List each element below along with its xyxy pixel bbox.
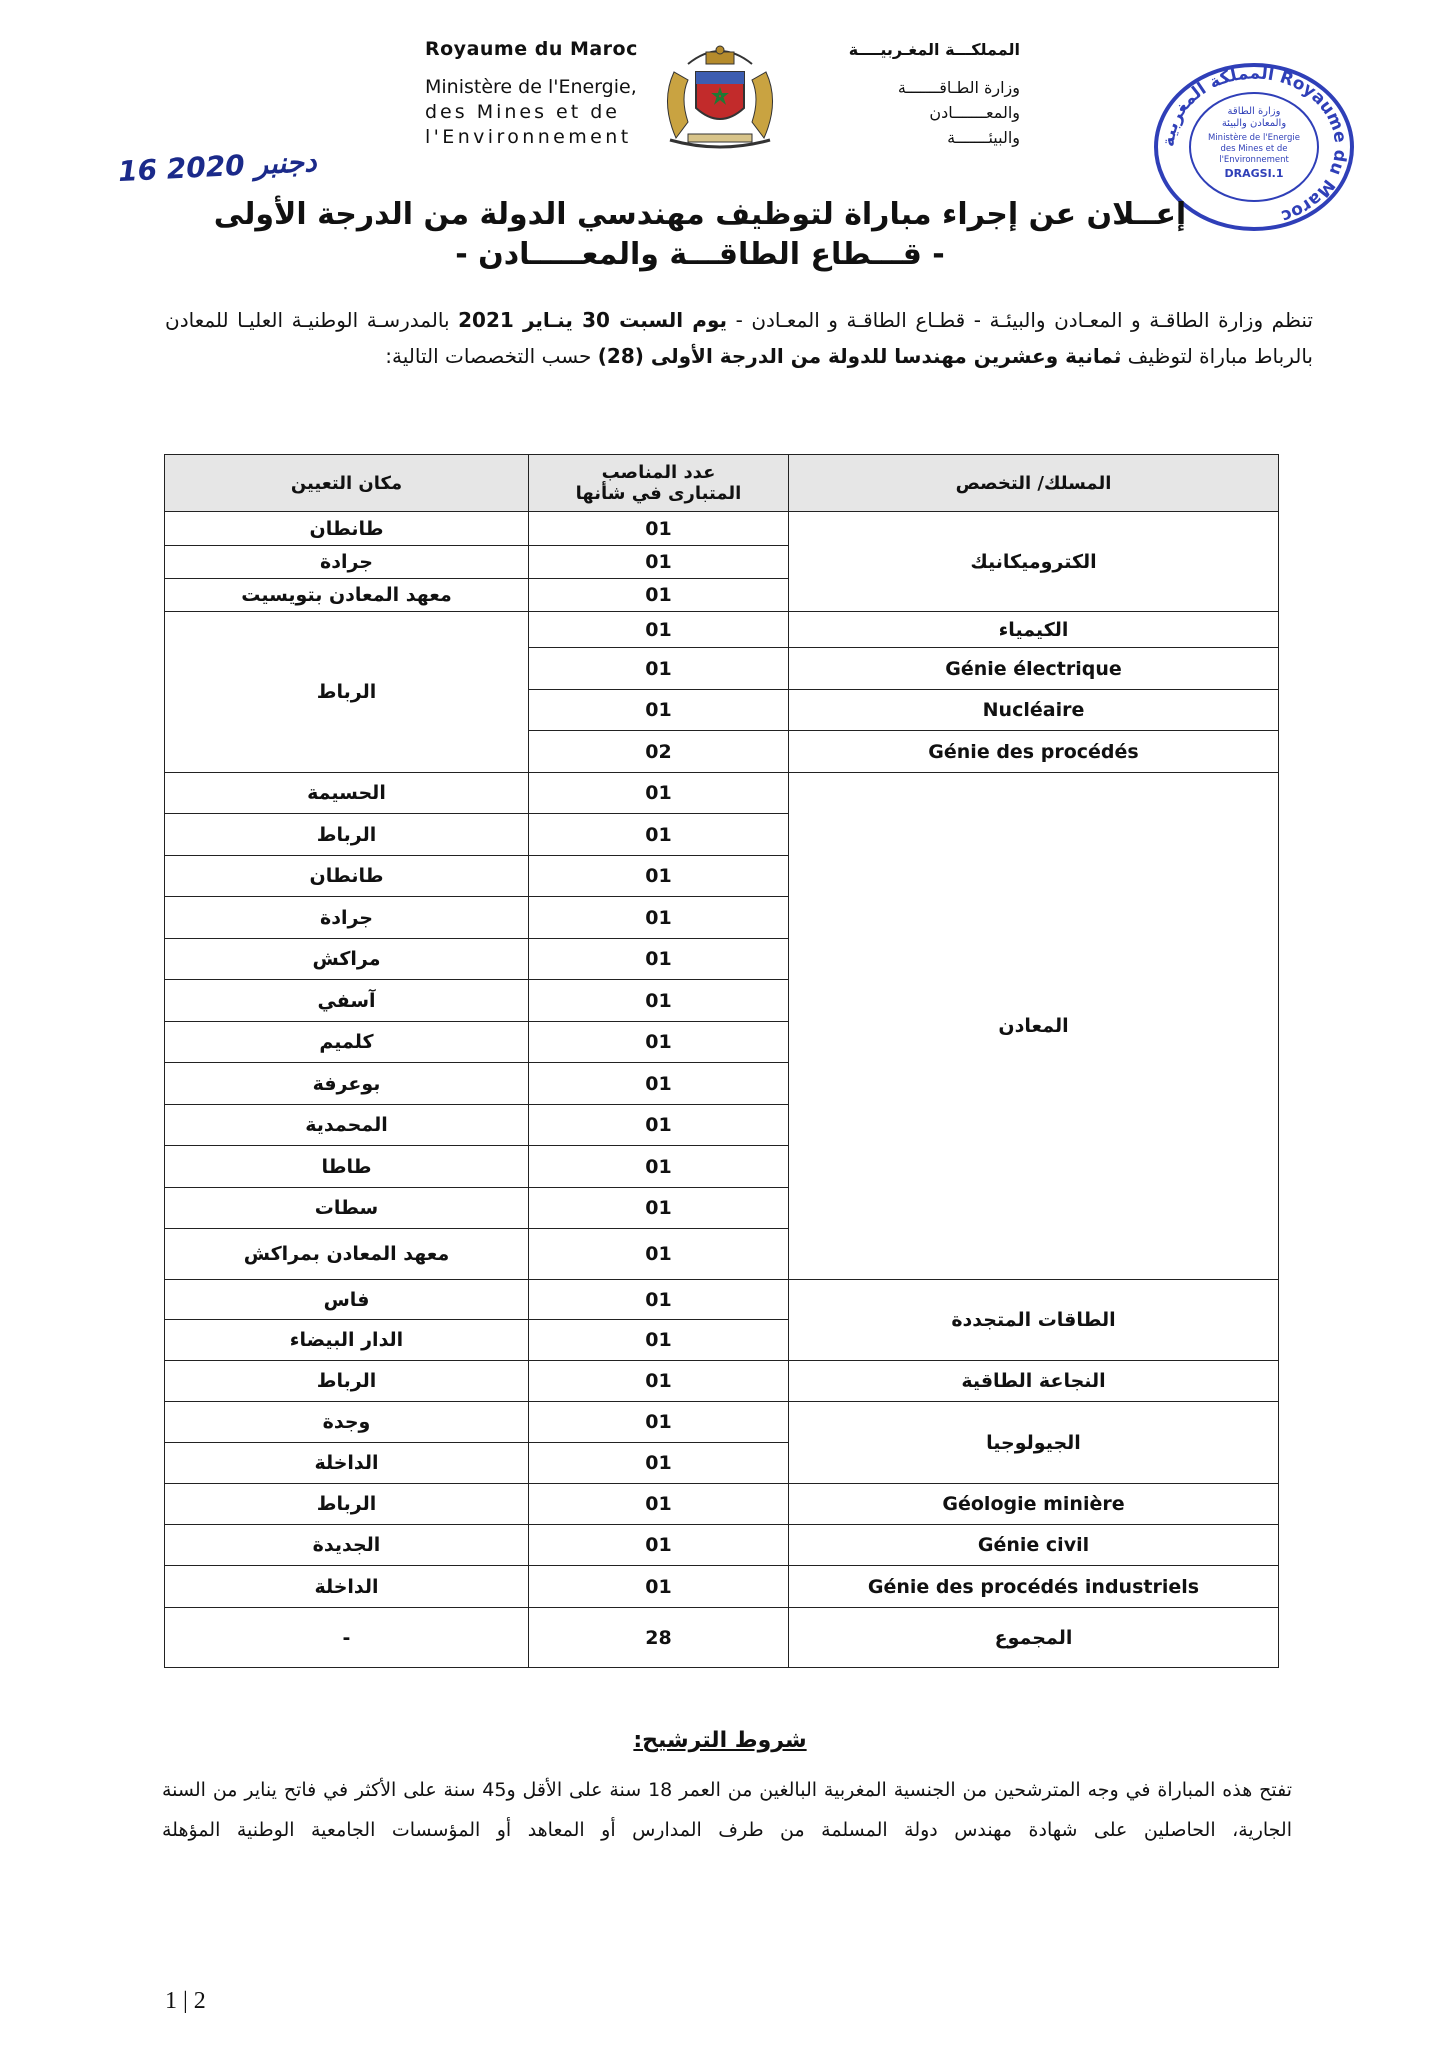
- total-label-cell: المجموع: [789, 1608, 1279, 1668]
- specialty-cell: المعادن: [789, 773, 1279, 1280]
- table-row: [165, 1566, 1279, 1608]
- table-row: [165, 1402, 1279, 1443]
- table-row: [165, 1280, 1279, 1320]
- place-cell: معهد المعادن بمراكش: [165, 1229, 529, 1280]
- header-ar-line2: والمعـــــــادن: [929, 103, 1020, 122]
- place-cell: طانطان: [165, 512, 529, 546]
- count-cell: 01: [529, 1146, 789, 1188]
- stamp-inner-line5: l'Environnement: [1219, 155, 1289, 165]
- count-cell: 01: [529, 512, 789, 546]
- count-cell: 01: [529, 1229, 789, 1280]
- count-cell: 02: [529, 731, 789, 773]
- total-count-cell: 28: [529, 1608, 789, 1668]
- count-cell: 01: [529, 1484, 789, 1525]
- specialty-cell: Géologie minière: [789, 1484, 1279, 1525]
- specialty-cell: Génie des procédés: [789, 731, 1279, 773]
- place-cell: فاس: [165, 1280, 529, 1320]
- place-cell: الرباط: [165, 1484, 529, 1525]
- header-count-line1: عدد المناصب: [601, 462, 716, 483]
- handwritten-date: 16 دجنبر 2020: [117, 144, 318, 189]
- specialty-cell: Nucléaire: [789, 690, 1279, 731]
- header-place: مكان التعيين: [165, 455, 529, 512]
- intro-part1: تنظم وزارة الطاقـة و المعـادن والبيئـة - قطـاع الطاقـة و المعـادن -: [727, 308, 1313, 332]
- intro-date: يوم السبت 30 ينـاير 2021: [458, 308, 728, 332]
- header-fr-line2: des Mines et de: [425, 101, 620, 123]
- count-cell: 01: [529, 773, 789, 814]
- intro-part3: حسب التخصصات التالية:: [385, 344, 598, 368]
- specialty-cell: النجاعة الطاقية: [789, 1361, 1279, 1402]
- count-cell: 01: [529, 1280, 789, 1320]
- count-cell: 01: [529, 648, 789, 690]
- count-cell: 01: [529, 1320, 789, 1361]
- stamp-inner-line2: والمعادن والبيئة: [1221, 118, 1287, 129]
- royal-emblem-icon: [658, 42, 782, 156]
- count-cell: 01: [529, 980, 789, 1022]
- table-row: [165, 612, 1279, 648]
- document-title: [200, 195, 1200, 275]
- count-cell: 01: [529, 1105, 789, 1146]
- place-cell: مراكش: [165, 939, 529, 980]
- count-cell: 01: [529, 897, 789, 939]
- total-place-cell: -: [165, 1608, 529, 1668]
- count-cell: 01: [529, 546, 789, 579]
- place-cell: الحسيمة: [165, 773, 529, 814]
- place-cell: الداخلة: [165, 1443, 529, 1484]
- place-cell: سطات: [165, 1188, 529, 1229]
- title-line2: - قـــطاع الطاقـــة والمعـــــادن -: [455, 237, 945, 272]
- place-cell: معهد المعادن بتويسيت: [165, 579, 529, 612]
- count-cell: 01: [529, 814, 789, 856]
- count-cell: 01: [529, 1443, 789, 1484]
- count-cell: 01: [529, 856, 789, 897]
- table-header-row: [165, 455, 1279, 512]
- intro-count: ثمانية وعشرين مهندسا للدولة من الدرجة الأولى (28): [597, 344, 1122, 368]
- count-cell: 01: [529, 1022, 789, 1063]
- header-fr-line3: l'Environnement: [425, 126, 632, 148]
- count-cell: 01: [529, 939, 789, 980]
- stamp-inner-line6: DRAGSI.1: [1224, 167, 1284, 180]
- place-cell: وجدة: [165, 1402, 529, 1443]
- intro-paragraph: [165, 302, 1313, 374]
- count-cell: 01: [529, 1361, 789, 1402]
- count-cell: 01: [529, 1566, 789, 1608]
- place-cell: جرادة: [165, 897, 529, 939]
- count-cell: 01: [529, 612, 789, 648]
- specialty-cell: Génie des procédés industriels: [789, 1566, 1279, 1608]
- header-fr-title: Royaume du Maroc: [425, 38, 638, 60]
- conditions-title: شروط الترشيح:: [633, 1728, 807, 1753]
- table-row: [165, 1525, 1279, 1566]
- count-cell: 01: [529, 1063, 789, 1105]
- title-line1: إعــلان عن إجراء مباراة لتوظيف مهندسي الدولة من الدرجة الأولى: [213, 197, 1187, 232]
- count-cell: 01: [529, 1188, 789, 1229]
- specialty-cell: الجيولوجيا: [789, 1402, 1279, 1484]
- stamp-inner-line4: des Mines et de: [1220, 144, 1288, 154]
- place-cell: الجديدة: [165, 1525, 529, 1566]
- stamp-ring-text: المملكة المغربية Royaume du Maroc: [1158, 63, 1351, 227]
- place-cell: آسفي: [165, 980, 529, 1022]
- intro-part2: بالمدرسـة الوطنيـة العليـا للمعادن بالرباط مباراة لتوظيف: [165, 308, 1313, 368]
- specialty-cell: Génie électrique: [789, 648, 1279, 690]
- header-specialty: المسلك/ التخصص: [789, 455, 1279, 512]
- place-cell: الرباط: [165, 1361, 529, 1402]
- place-cell: طاطا: [165, 1146, 529, 1188]
- count-cell: 01: [529, 690, 789, 731]
- header-count-line2: المتبارى في شأنها: [575, 483, 742, 504]
- place-cell: المحمدية: [165, 1105, 529, 1146]
- header-ar-title: المملكـــة المغـربيــــة: [848, 40, 1020, 59]
- stamp-inner-line1: وزارة الطاقة: [1227, 106, 1281, 117]
- header-count: [529, 455, 789, 512]
- table-row: [165, 1484, 1279, 1525]
- header-ar-line1: وزارة الطـاقـــــــة: [897, 78, 1020, 97]
- table-row: [165, 512, 1279, 546]
- count-cell: 01: [529, 1402, 789, 1443]
- header-ar-line3: والبيئـــــــة: [947, 128, 1020, 147]
- specialty-cell: Génie civil: [789, 1525, 1279, 1566]
- stamp-inner-line3: Ministère de l'Energie: [1207, 133, 1301, 143]
- place-cell: الرباط: [165, 612, 529, 773]
- specialty-cell: الطاقات المتجددة: [789, 1280, 1279, 1361]
- place-cell: بوعرفة: [165, 1063, 529, 1105]
- header-fr-line1: Ministère de l'Energie,: [425, 76, 637, 98]
- count-cell: 01: [529, 579, 789, 612]
- page-number: 1 | 2: [165, 1988, 206, 2014]
- table-row: [165, 773, 1279, 814]
- place-cell: جرادة: [165, 546, 529, 579]
- specialty-cell: الكيمياء: [789, 612, 1279, 648]
- place-cell: الدار البيضاء: [165, 1320, 529, 1361]
- place-cell: كلميم: [165, 1022, 529, 1063]
- positions-table: [164, 454, 1279, 1668]
- place-cell: الداخلة: [165, 1566, 529, 1608]
- conditions-text: تفتح هذه المباراة في وجه المترشحين من الجنسية المغربية البالغين من العمر 18 سنة على الأقل و45 سنة على الأكثر في فاتح يناير من السنة الجارية، الحاصلين على شهادة مهندس دولة المسلمة من طرف المدارس أو المعاهد أو المؤسسات الجامعية الوطنية المؤهلة: [162, 1779, 1292, 1841]
- count-cell: 01: [529, 1525, 789, 1566]
- place-cell: طانطان: [165, 856, 529, 897]
- table-total-row: [165, 1608, 1279, 1668]
- place-cell: الرباط: [165, 814, 529, 856]
- specialty-cell: الكتروميكانيك: [789, 512, 1279, 612]
- table-row: [165, 1361, 1279, 1402]
